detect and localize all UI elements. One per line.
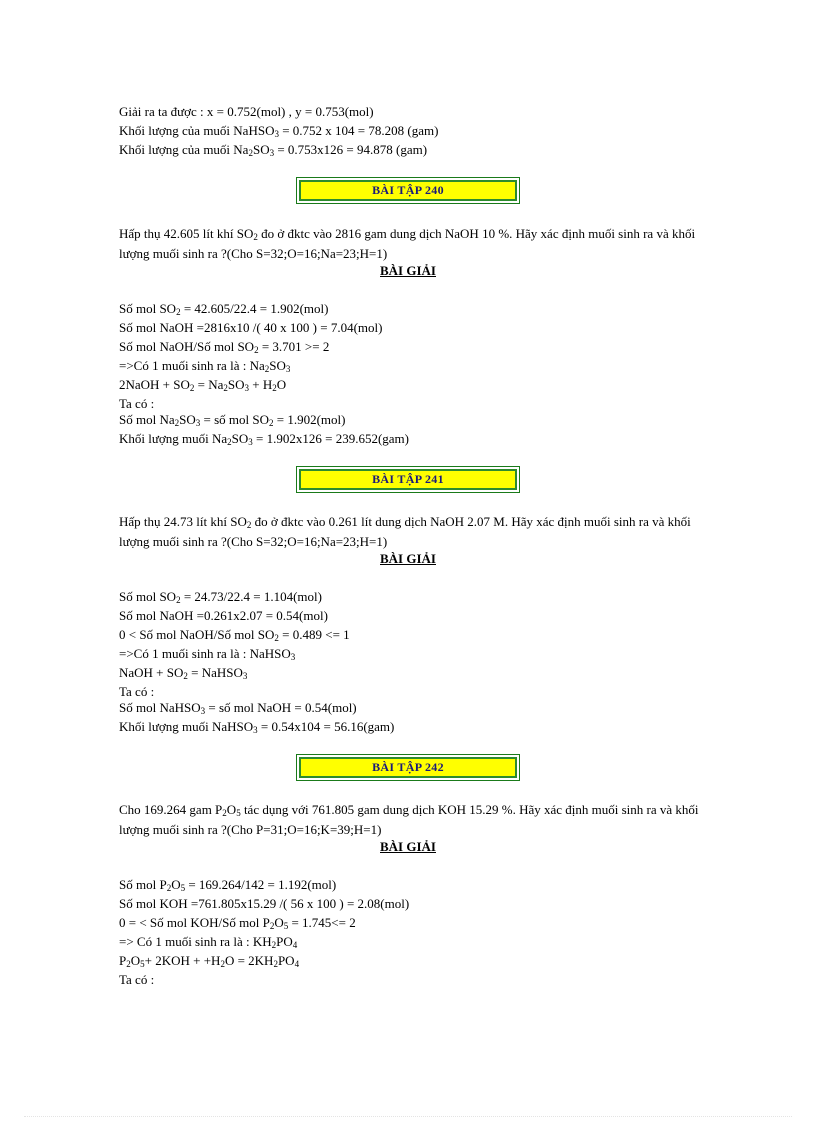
banner-label: BÀI TẬP 242 bbox=[299, 757, 517, 778]
exercise-241-problem: Hấp thụ 24.73 lít khí $SO_2$ đo ở đktc vào 0.261 lít dung dịch NaOH 2.07 M. Hãy xác định muối sinh ra và khối lượng muối sinh ra ?(Cho S=32;O=16;Na=23;H=1) bbox=[119, 514, 691, 549]
ex240-step-8: Khối lượng muối $Na_2SO_3 = 1.902x126 = 239.652(gam)$ bbox=[119, 431, 409, 447]
subscript: 2 bbox=[222, 808, 227, 818]
subscript: 3 bbox=[274, 129, 279, 139]
subscript: 2 bbox=[176, 307, 181, 317]
ex240-step-3: Số mol NaOH/Số mol $SO_2 = 3.701 >= 2$ bbox=[119, 339, 330, 355]
subscript: 3 bbox=[253, 725, 258, 735]
subscript: 3 bbox=[248, 437, 253, 447]
ex241-step-3: 0 < Số mol NaOH/Số mol $SO_2 = 0.489 <= 1$ bbox=[119, 627, 350, 643]
ex241-step-7: Số mol NaHSO$_3$ = số mol NaOH = 0.54(mol) bbox=[119, 700, 357, 716]
subscript: 2 bbox=[189, 383, 195, 393]
ex240-step-2: Số mol NaOH =2816x10 /( 40 x 100 ) = 7.04(mol) bbox=[119, 320, 383, 335]
subscript: 2 bbox=[269, 921, 275, 931]
subscript: 2 bbox=[271, 940, 277, 950]
ex241-step-2: Số mol NaOH =0.261x2.07 = 0.54(mol) bbox=[119, 608, 328, 623]
subscript: 2 bbox=[223, 383, 228, 393]
intro-mass-na2so3: Khối lượng của muối $Na_2SO_3 = 0.753x126 = 94.878$ (gam) bbox=[119, 142, 428, 158]
ex242-step-5: $P_2O_5+ 2KOH + +H_2O = 2KH_2PO_4$ bbox=[119, 953, 300, 969]
intro-result-line: Giải ra ta được : x = 0.752(mol) , y = 0.753(mol) bbox=[119, 104, 374, 119]
ex241-step-5: NaOH + $SO_2$ = NaHSO$_3$ bbox=[119, 665, 248, 681]
subscript: 3 bbox=[244, 383, 250, 393]
subscript: 2 bbox=[166, 883, 172, 893]
subscript: 3 bbox=[285, 364, 291, 374]
exercise-241-solution-title: BÀI GIẢI bbox=[380, 551, 436, 566]
subscript: 2 bbox=[174, 418, 180, 428]
ex240-step-4: =>Có 1 muối sinh ra là : $Na_2SO_3$ bbox=[119, 358, 291, 374]
subscript: 2 bbox=[254, 345, 259, 355]
ex240-step-6: Ta có : bbox=[119, 396, 155, 411]
subscript: 2 bbox=[227, 437, 232, 447]
ex241-step-8: Khối lượng muối NaHSO$_3$ = 0.54x104 = 56.16(gam) bbox=[119, 719, 395, 735]
subscript: 5 bbox=[140, 959, 145, 969]
ex242-step-2: Số mol KOH =761.805x15.29 /( 56 x 100 ) = 2.08(mol) bbox=[119, 896, 410, 911]
ex240-step-1: Số mol $SO_2 = 42.605/22.4 = 1.902(mol)$ bbox=[119, 301, 329, 317]
subscript: 3 bbox=[269, 148, 275, 158]
subscript: 2 bbox=[248, 148, 253, 158]
subscript: 3 bbox=[200, 706, 206, 716]
subscript: 3 bbox=[290, 652, 296, 662]
subscript: 2 bbox=[126, 959, 131, 969]
subscript: 2 bbox=[272, 383, 277, 393]
ex241-step-4: =>Có 1 muối sinh ra là : NaHSO$_3$ bbox=[119, 646, 296, 662]
subscript: 2 bbox=[183, 671, 188, 681]
subscript: 2 bbox=[246, 520, 252, 530]
exercise-240-problem: Hấp thụ 42.605 lít khí $SO_2$ đo ở đktc vào 2816 gam dung dịch NaOH 10 %. Hãy xác định muối sinh ra và khối lượng muối sinh ra ?(Cho S=32;O=16;Na=23;H=1) bbox=[119, 226, 696, 261]
ex241-step-6: Ta có : bbox=[119, 684, 155, 699]
subscript: 2 bbox=[274, 633, 279, 643]
subscript: 2 bbox=[264, 364, 270, 374]
intro-mass-nahso3: Khối lượng của muối NaHSO$_3$ = 0.752 x 104 = 78.208 (gam) bbox=[119, 123, 439, 139]
page-bottom-rule bbox=[24, 1116, 792, 1117]
subscript: 2 bbox=[268, 418, 274, 428]
subscript: 4 bbox=[292, 940, 298, 950]
subscript: 3 bbox=[242, 671, 248, 681]
ex242-step-6: Ta có : bbox=[119, 972, 155, 987]
subscript: 2 bbox=[220, 959, 225, 969]
banner-label: BÀI TẬP 241 bbox=[299, 469, 517, 490]
ex240-step-5: 2NaOH + $SO_2 = Na_2SO_3 + H_2O$ bbox=[119, 377, 287, 393]
exercise-242-solution-title: BÀI GIẢI bbox=[380, 839, 436, 854]
exercise-242-banner bbox=[296, 754, 520, 781]
exercise-240-solution-title: BÀI GIẢI bbox=[380, 263, 436, 278]
ex242-step-4: => Có 1 muối sinh ra là : $KH_2PO_4$ bbox=[119, 934, 298, 950]
exercise-242-problem: Cho 169.264 gam $P_2O_5$ tác dụng với 761.805 gam dung dịch KOH 15.29 %. Hãy xác định muối sinh ra và khối lượng muối sinh ra ?(Cho P=31;O=16;K=39;H=1) bbox=[119, 802, 699, 837]
subscript: 5 bbox=[283, 921, 289, 931]
subscript: 5 bbox=[180, 883, 186, 893]
ex240-step-7: Số mol $Na_2SO_3$ = số mol $SO_2 = 1.902(mol)$ bbox=[119, 412, 346, 428]
ex242-step-1: Số mol $P_2O_5 = 169.264/142 = 1.192(mol)$ bbox=[119, 877, 337, 893]
subscript: 2 bbox=[253, 232, 258, 242]
ex242-step-3: 0 = < Số mol KOH/Số mol $P_2O_5 = 1.745<= 2$ bbox=[119, 915, 356, 931]
subscript: 2 bbox=[273, 959, 278, 969]
subscript: 3 bbox=[195, 418, 201, 428]
exercise-240-banner bbox=[296, 177, 520, 204]
subscript: 2 bbox=[176, 595, 181, 605]
subscript: 4 bbox=[294, 959, 300, 969]
banner-label: BÀI TẬP 240 bbox=[299, 180, 517, 201]
ex241-step-1: Số mol $SO_2 = 24.73/22.4 = 1.104(mol)$ bbox=[119, 589, 322, 605]
exercise-241-banner bbox=[296, 466, 520, 493]
subscript: 5 bbox=[236, 808, 241, 818]
